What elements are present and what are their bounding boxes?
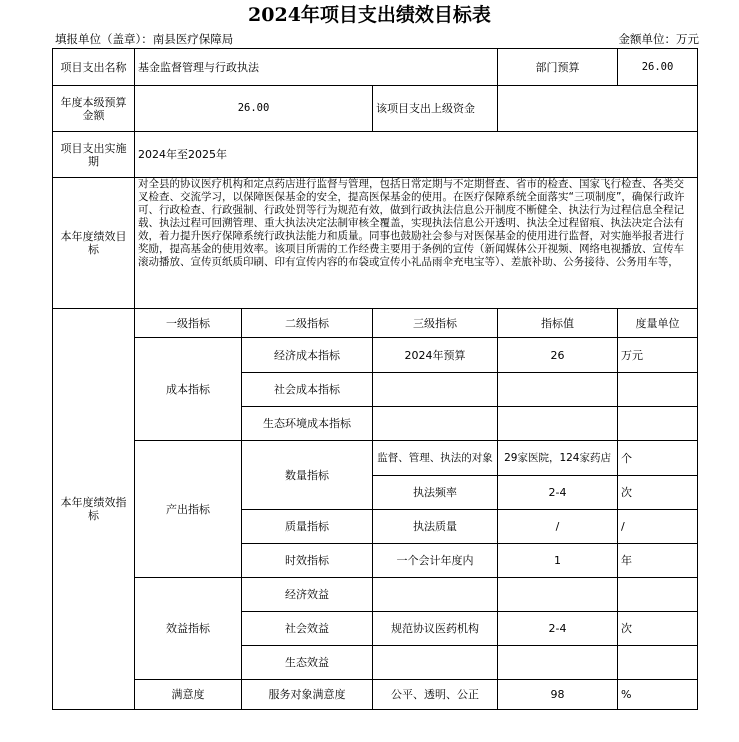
row-annual-budget: [53, 86, 698, 132]
output-quality-value: /: [498, 510, 618, 544]
row-project-name: [53, 49, 698, 86]
output-indicator-label: 产出指标: [135, 441, 242, 578]
cost-social-label: 社会成本指标: [242, 373, 373, 407]
period-label: 项目支出实施期: [53, 132, 135, 178]
period-value: 2024年至2025年: [135, 132, 698, 178]
satisfaction-label: 满意度: [135, 680, 242, 710]
header-level2: 二级指标: [242, 309, 373, 338]
output-quality-label: 质量指标: [242, 510, 373, 544]
dept-budget-value: 26.00: [618, 49, 698, 86]
row-period: [53, 132, 698, 178]
money-unit: 金额单位：万元: [618, 32, 699, 46]
page-title: 2024年项目支出绩效目标表: [248, 4, 491, 26]
annual-goal-label: 本年度绩效目标: [53, 178, 135, 309]
output-q1-l3: 监督、管理、执法的对象: [373, 441, 498, 476]
satisfaction-value: 98: [498, 680, 618, 710]
output-q2-value: 2-4: [498, 476, 618, 510]
benefit-economic-label: 经济效益: [242, 578, 373, 612]
row-benefit-economic: [53, 578, 698, 612]
cost-eco-label: 生态环境成本指标: [242, 407, 373, 441]
project-name-label: 项目支出名称: [53, 49, 135, 86]
benefit-social-l3: 规范协议医药机构: [373, 612, 498, 646]
satisfaction-unit: %: [618, 680, 698, 710]
output-timeliness-label: 时效指标: [242, 544, 373, 578]
output-q2-unit: 次: [618, 476, 698, 510]
output-quality-l3: 执法质量: [373, 510, 498, 544]
output-q1-value: 29家医院，124家药店: [498, 441, 618, 476]
cost-economic-value: 26: [498, 338, 618, 373]
project-name-value: 基金监督管理与行政执法: [135, 49, 498, 86]
benefit-social-label: 社会效益: [242, 612, 373, 646]
cost-indicator-label: 成本指标: [135, 338, 242, 441]
benefit-indicator-label: 效益指标: [135, 578, 242, 680]
satisfaction-l3: 公平、透明、公正: [373, 680, 498, 710]
output-quality-unit: /: [618, 510, 698, 544]
annual-budget-label: 年度本级预算金额: [53, 86, 135, 132]
header-level3: 三级指标: [373, 309, 498, 338]
output-quantity-label: 数量指标: [242, 441, 373, 510]
output-q1-unit: 个: [618, 441, 698, 476]
cost-economic-l3: 2024年预算: [373, 338, 498, 373]
row-output-quantity-1: [53, 441, 698, 476]
satisfaction-l2: 服务对象满意度: [242, 680, 373, 710]
cost-economic-unit: 万元: [618, 338, 698, 373]
higher-funds-value: [498, 86, 698, 132]
indicator-header-row: [53, 309, 698, 338]
higher-funds-label: 该项目支出上级资金: [373, 86, 498, 132]
annual-goal-text: 对全县的协议医疗机构和定点药店进行监督与管理，包括日常定期与不定期督查、省市的检查、国家飞行检查、各类交叉检查、交流学习，以保障医保基金的安全，提高医保基金的使用。在医疗保障系统全面落实“三项制度”，确保行政许可、行政检查、行政强制、行政处罚等行为规范有效，做到行政执法信息公开制度不断健全、执法行为过程信息全程记载、执法过程可回溯管理、重大执法决定法制审核全覆盖，实现执法信息公开透明、执法全过程留痕、执法决定合法有效，着力提升医疗保障系统行政执法能力和质量。同事也鼓励社会参与对医保基金的使用进行监督，对实施举报者进行奖励，提高基金的使用效率。该项目所需的工作经费主要用于条例的宣传（新闻媒体公开视频、网络电视播放、宣传车滚动播放、宣传页纸质印刷、印有宣传内容的布袋或宣传小礼品雨伞充电宝等）、差旅补助、公务接待、公务用车等，: [135, 178, 698, 309]
header-value: 指标值: [498, 309, 618, 338]
row-cost-economic: [53, 338, 698, 373]
benefit-eco-label: 生态效益: [242, 646, 373, 680]
row-annual-goal: [53, 178, 698, 309]
indicator-section-label: 本年度绩效指标: [53, 309, 135, 710]
output-time-value: 1: [498, 544, 618, 578]
output-time-l3: 一个会计年度内: [373, 544, 498, 578]
annual-budget-value: 26.00: [135, 86, 373, 132]
output-time-unit: 年: [618, 544, 698, 578]
benefit-social-unit: 次: [618, 612, 698, 646]
header-level1: 一级指标: [135, 309, 242, 338]
dept-budget-label: 部门预算: [498, 49, 618, 86]
reporting-unit: 填报单位（盖章）：南县医疗保障局: [55, 32, 234, 46]
row-satisfaction: [53, 680, 698, 710]
cost-economic-label: 经济成本指标: [242, 338, 373, 373]
header-unit: 度量单位: [618, 309, 698, 338]
output-q2-l3: 执法频率: [373, 476, 498, 510]
benefit-social-value: 2-4: [498, 612, 618, 646]
performance-table: [52, 48, 698, 710]
